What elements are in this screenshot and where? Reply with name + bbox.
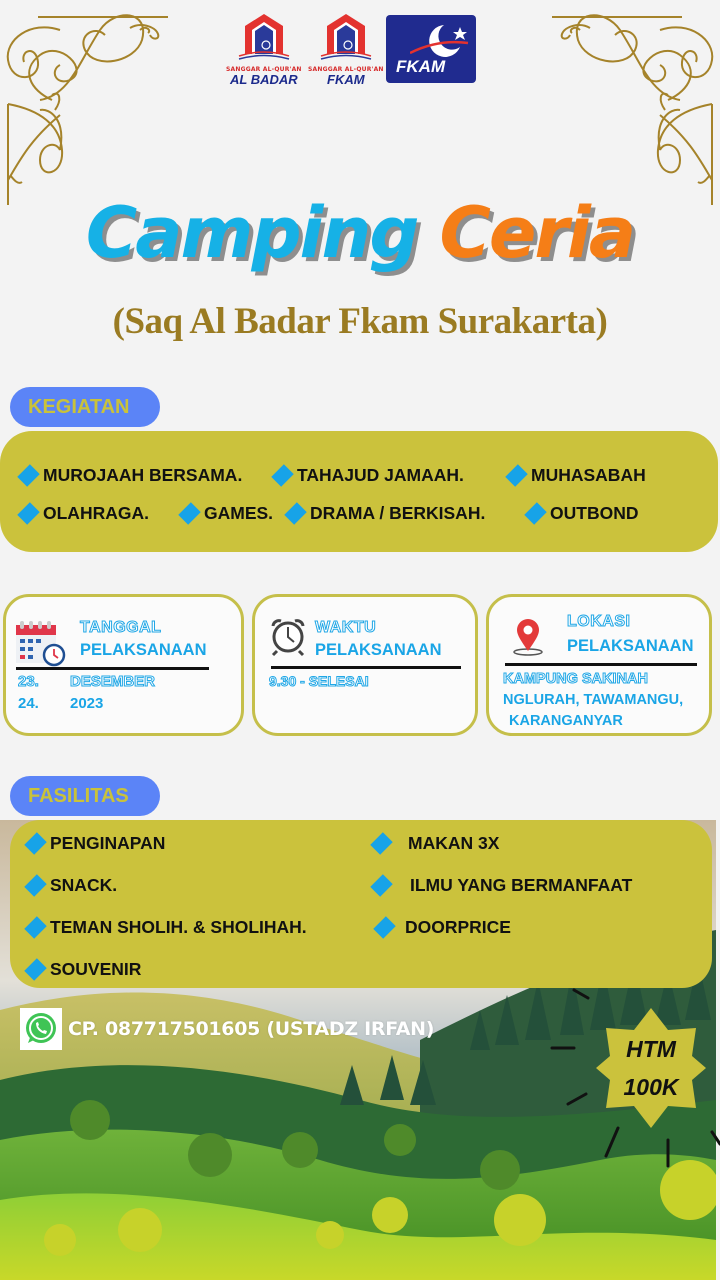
divider <box>271 666 461 669</box>
card-label: LOKASI <box>567 613 631 630</box>
list-item: TEMAN SHOLIH. & SHOLIHAH. <box>27 917 307 938</box>
time-value: 9.30 - SELESAI <box>269 673 369 689</box>
list-item: DOORPRICE <box>376 917 511 938</box>
card-tanggal <box>3 594 244 736</box>
kegiatan-label: KEGIATAN <box>10 387 160 427</box>
title-word-ceria: Ceria <box>439 192 635 274</box>
corner-ornament-left <box>0 0 170 210</box>
card-label: PELAKSANAAN <box>80 641 207 659</box>
diamond-bullet-icon <box>370 832 392 854</box>
logo-small-text: SANGGAR AL-QUR'AN <box>308 66 384 73</box>
list-item: PENGINAPAN <box>27 833 165 854</box>
diamond-bullet-icon <box>17 502 39 524</box>
date-year: 2023 <box>70 695 104 712</box>
date-day: 23. <box>18 673 39 690</box>
list-item: OLAHRAGA. <box>20 503 149 524</box>
divider <box>16 667 209 670</box>
diamond-bullet-icon <box>178 502 200 524</box>
mosque-book-icon <box>317 12 375 64</box>
page-subtitle: (Saq Al Badar Fkam Surakarta) <box>112 301 608 342</box>
contact-person[interactable] <box>20 1008 434 1050</box>
card-waktu <box>252 594 478 736</box>
diamond-bullet-icon <box>24 874 46 896</box>
diamond-bullet-icon <box>373 916 395 938</box>
list-item: MUHASABAH <box>508 465 646 486</box>
list-item: MAKAN 3X <box>373 833 499 854</box>
calendar-clock-icon <box>14 619 66 667</box>
burst-rays-decoration <box>540 960 720 1180</box>
contact-text: CP. 087717501605 (USTADZ IRFAN) <box>68 1018 435 1040</box>
list-item: DRAMA / BERKISAH. <box>287 503 485 524</box>
price-label: HTM <box>626 1036 676 1062</box>
fasilitas-label: FASILITAS <box>10 776 160 816</box>
diamond-bullet-icon <box>24 916 46 938</box>
map-pin-icon <box>511 617 545 657</box>
diamond-bullet-icon <box>370 874 392 896</box>
list-item: TAHAJUD JAMAAH. <box>274 465 464 486</box>
diamond-bullet-icon <box>17 464 39 486</box>
diamond-bullet-icon <box>524 502 546 524</box>
location-line: NGLURAH, TAWAMANGU, <box>503 692 684 708</box>
logo-fkam <box>386 15 476 83</box>
date-month: DESEMBER <box>70 673 156 690</box>
list-item: ILMU YANG BERMANFAAT <box>373 875 632 896</box>
kegiatan-panel <box>0 431 718 552</box>
list-item: SOUVENIR <box>27 959 141 980</box>
card-label: PELAKSANAAN <box>567 637 694 655</box>
page-title <box>0 192 720 274</box>
logo-name: FKAM <box>396 57 446 76</box>
alarm-clock-icon <box>269 617 307 657</box>
card-label: PELAKSANAAN <box>315 641 442 659</box>
mosque-book-icon <box>235 12 293 64</box>
logo-al-badar <box>226 12 302 86</box>
logo-name: FKAM <box>327 72 365 87</box>
card-lokasi <box>486 594 712 736</box>
card-label: WAKTU <box>315 619 377 636</box>
diamond-bullet-icon <box>271 464 293 486</box>
logo-name: AL BADAR <box>229 72 298 87</box>
whatsapp-icon <box>20 1008 62 1050</box>
divider <box>505 663 697 666</box>
logo-fkam-sanggar <box>308 12 384 86</box>
list-item: SNACK. <box>27 875 117 896</box>
location-line: KAMPUNG SAKINAH <box>503 671 648 687</box>
list-item: GAMES. <box>181 503 273 524</box>
logo-small-text: SANGGAR AL-QUR'AN <box>226 66 302 73</box>
diamond-bullet-icon <box>505 464 527 486</box>
diamond-bullet-icon <box>24 832 46 854</box>
title-word-camping: Camping <box>85 192 418 274</box>
list-item: OUTBOND <box>527 503 638 524</box>
list-item: MUROJAAH BERSAMA. <box>20 465 242 486</box>
card-label: TANGGAL <box>80 619 162 636</box>
corner-ornament-right <box>550 0 720 210</box>
date-day: 24. <box>18 695 39 712</box>
price-value: 100K <box>623 1074 679 1100</box>
diamond-bullet-icon <box>284 502 306 524</box>
diamond-bullet-icon <box>24 958 46 980</box>
location-line: KARANGANYAR <box>509 713 623 729</box>
